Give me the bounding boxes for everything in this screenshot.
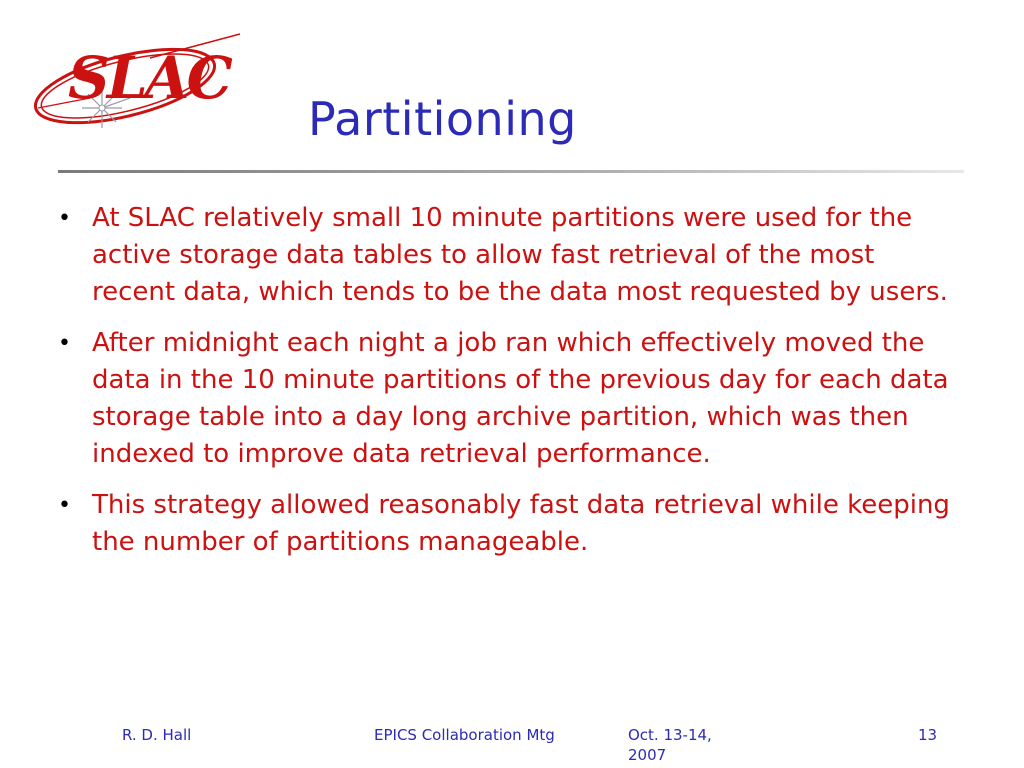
footer-page-number: 13 [918,726,938,744]
bullet-marker-icon: • [58,206,71,231]
bullet-text: This strategy allowed reasonably fast data retrieval while keeping the number of partitions manageable. [92,490,950,557]
slac-logo [30,28,245,133]
slac-logo-graphic [30,28,245,133]
bullet-item [58,325,958,473]
title-divider-line [58,170,964,173]
bullet-item [58,487,958,561]
footer-meeting: EPICS Collaboration Mtg [374,726,555,744]
bullet-text: After midnight each night a job ran which effectively moved the data in the 10 minute partitions of the previous day for each data storage table into a day long archive partition, which was then indexed to improve data retrieval performance. [92,328,949,469]
bullet-marker-icon: • [58,331,71,356]
bullet-text: At SLAC relatively small 10 minute partitions were used for the active storage data tables to allow fast retrieval of the most recent data, which tends to be the data most requested by users. [92,203,948,307]
footer-author: R. D. Hall [122,726,192,744]
svg-text:SLAC: SLAC [68,44,230,112]
bullet-marker-icon: • [58,493,71,518]
footer-date: Oct. 13-14, 2007 [628,726,712,764]
slide-title: Partitioning [308,92,577,146]
bullet-list [58,200,958,575]
bullet-item [58,200,958,311]
title-divider [58,170,964,174]
